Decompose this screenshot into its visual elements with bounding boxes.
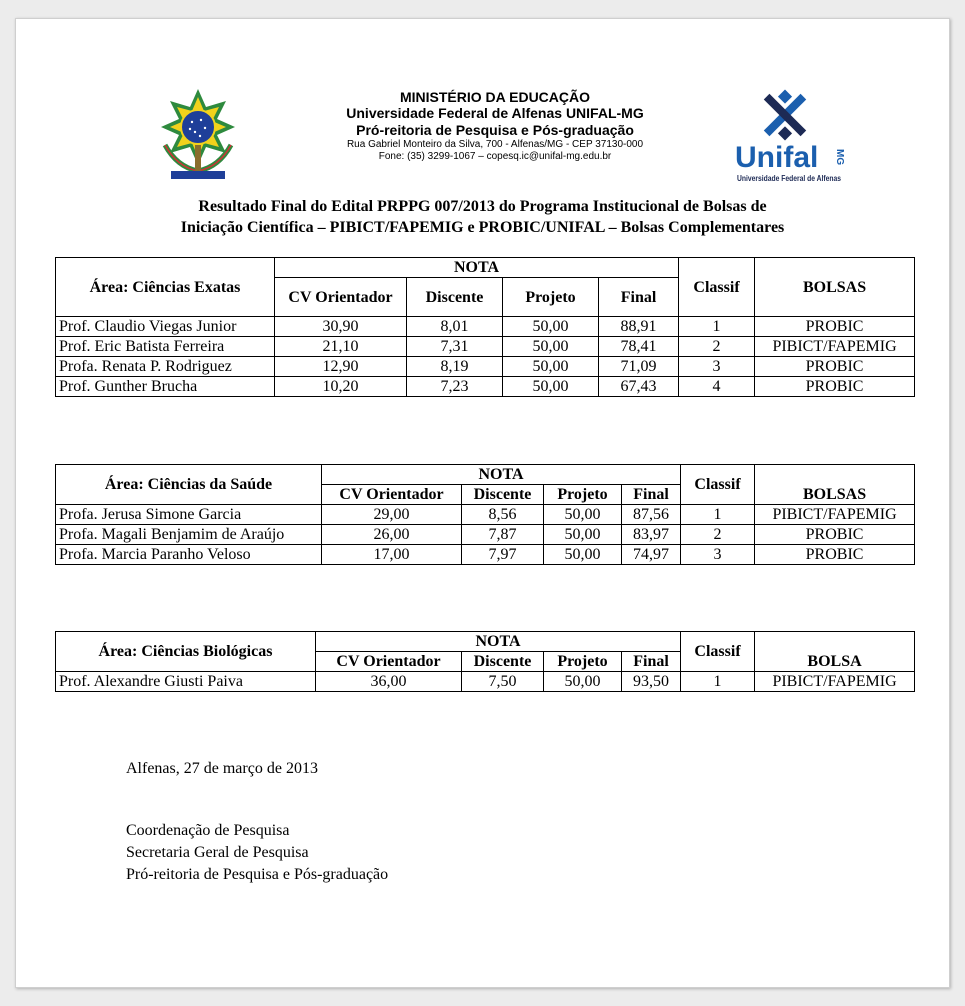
university-name: Universidade Federal de Alfenas UNIFAL-MG xyxy=(346,105,644,121)
professor-name: Profa. Magali Benjamim de Araújo xyxy=(56,525,322,545)
bolsa-value: PIBICT/FAPEMIG xyxy=(755,672,915,692)
signature-line-1: Coordenação de Pesquisa xyxy=(126,822,290,839)
classif-header: Classif xyxy=(681,632,755,672)
signature-block xyxy=(126,820,388,886)
projeto-score: 50,00 xyxy=(503,337,599,357)
table-row xyxy=(56,337,915,357)
bolsa-header: BOLSA xyxy=(755,652,915,672)
cv-score: 29,00 xyxy=(322,505,462,525)
classif-value: 2 xyxy=(679,337,755,357)
projeto-score: 50,00 xyxy=(503,377,599,397)
cv-score: 26,00 xyxy=(322,525,462,545)
professor-name: Prof. Eric Batista Ferreira xyxy=(56,337,275,357)
institution-header xyxy=(278,89,712,163)
cv-score: 10,20 xyxy=(275,377,407,397)
projeto-score: 50,00 xyxy=(544,505,622,525)
bolsa-value: PROBIC xyxy=(755,357,915,377)
final-score: 83,97 xyxy=(622,525,681,545)
final-score: 74,97 xyxy=(622,545,681,565)
discente-score: 7,31 xyxy=(407,337,503,357)
results-table-biologicas xyxy=(55,631,915,692)
projeto-header: Projeto xyxy=(503,278,599,317)
cv-orientador-header: CV Orientador xyxy=(316,652,462,672)
document-page xyxy=(15,18,950,988)
cv-orientador-header: CV Orientador xyxy=(275,278,407,317)
projeto-score: 50,00 xyxy=(503,357,599,377)
document-date: Alfenas, 27 de março de 2013 xyxy=(126,760,318,777)
final-score: 78,41 xyxy=(599,337,679,357)
nota-header: NOTA xyxy=(316,632,681,652)
cv-score: 12,90 xyxy=(275,357,407,377)
discente-score: 7,97 xyxy=(462,545,544,565)
table-row xyxy=(56,525,915,545)
department-name: Pró-reitoria de Pesquisa e Pós-graduação xyxy=(356,122,634,138)
bolsas-header: BOLSAS xyxy=(755,278,915,317)
bolsa-value: PROBIC xyxy=(755,377,915,397)
classif-value: 1 xyxy=(679,317,755,337)
discente-score: 8,01 xyxy=(407,317,503,337)
final-score: 93,50 xyxy=(622,672,681,692)
cv-score: 17,00 xyxy=(322,545,462,565)
unifal-logo xyxy=(733,85,845,189)
table-row xyxy=(56,545,915,565)
area-header: Área: Ciências Biológicas xyxy=(56,632,316,672)
address-line: Rua Gabriel Monteiro da Silva, 700 - Alfenas/MG - CEP 37130-000 xyxy=(346,139,644,150)
projeto-header: Projeto xyxy=(544,652,622,672)
bolsa-header-blank xyxy=(755,632,915,652)
cv-orientador-header: CV Orientador xyxy=(322,485,462,505)
final-score: 71,09 xyxy=(599,357,679,377)
professor-name: Profa. Renata P. Rodriguez xyxy=(56,357,275,377)
area-header: Área: Ciências da Saúde xyxy=(56,465,322,505)
final-header: Final xyxy=(622,652,681,672)
bolsa-value: PIBICT/FAPEMIG xyxy=(755,505,915,525)
final-score: 67,43 xyxy=(599,377,679,397)
projeto-score: 50,00 xyxy=(544,525,622,545)
final-score: 88,91 xyxy=(599,317,679,337)
logo-tagline: Universidade Federal de Alfenas xyxy=(737,174,842,183)
area-header: Área: Ciências Exatas xyxy=(56,258,275,317)
classif-value: 1 xyxy=(681,672,755,692)
logo-wordmark: Unifal xyxy=(735,141,819,174)
contact-line: Fone: (35) 3299-1067 – copesq.ic@unifal-mg.edu.br xyxy=(378,151,612,162)
coat-of-arms-icon xyxy=(157,87,239,183)
discente-header: Discente xyxy=(462,652,544,672)
bolsa-value: PROBIC xyxy=(755,545,915,565)
table-row xyxy=(56,505,915,525)
cv-score: 30,90 xyxy=(275,317,407,337)
table-row xyxy=(56,317,915,337)
classif-value: 2 xyxy=(681,525,755,545)
bolsa-value: PROBIC xyxy=(755,317,915,337)
professor-name: Prof. Gunther Brucha xyxy=(56,377,275,397)
title-line-2: Iniciação Científica – PIBICT/FAPEMIG e PROBIC/UNIFAL – Bolsas Complementares xyxy=(180,219,785,236)
classif-header: Classif xyxy=(681,465,755,505)
bolsa-value: PROBIC xyxy=(755,525,915,545)
nota-header: NOTA xyxy=(275,258,679,278)
projeto-score: 50,00 xyxy=(544,672,622,692)
cv-score: 21,10 xyxy=(275,337,407,357)
results-table-saude xyxy=(55,464,915,565)
classif-value: 4 xyxy=(679,377,755,397)
discente-header: Discente xyxy=(407,278,503,317)
professor-name: Profa. Jerusa Simone Garcia xyxy=(56,505,322,525)
classif-value: 3 xyxy=(679,357,755,377)
bolsas-header-blank xyxy=(755,465,915,485)
projeto-score: 50,00 xyxy=(503,317,599,337)
professor-name: Profa. Marcia Paranho Veloso xyxy=(56,545,322,565)
results-table-exatas xyxy=(55,257,915,397)
discente-score: 7,23 xyxy=(407,377,503,397)
discente-header: Discente xyxy=(462,485,544,505)
discente-score: 7,87 xyxy=(462,525,544,545)
logo-suffix: MG xyxy=(834,149,845,166)
bolsa-value: PIBICT/FAPEMIG xyxy=(755,337,915,357)
final-header: Final xyxy=(599,278,679,317)
professor-name: Prof. Claudio Viegas Junior xyxy=(56,317,275,337)
professor-name: Prof. Alexandre Giusti Paiva xyxy=(56,672,316,692)
table-row xyxy=(56,357,915,377)
projeto-score: 50,00 xyxy=(544,545,622,565)
signature-line-2: Secretaria Geral de Pesquisa xyxy=(126,844,309,861)
bolsas-header: BOLSAS xyxy=(755,485,915,505)
projeto-header: Projeto xyxy=(544,485,622,505)
document-title xyxy=(56,196,909,238)
classif-value: 1 xyxy=(681,505,755,525)
discente-score: 8,19 xyxy=(407,357,503,377)
nota-header: NOTA xyxy=(322,465,681,485)
title-line-1: Resultado Final do Edital PRPPG 007/2013 do Programa Institucional de Bolsas de xyxy=(198,198,767,215)
discente-score: 7,50 xyxy=(462,672,544,692)
final-score: 87,56 xyxy=(622,505,681,525)
final-header: Final xyxy=(622,485,681,505)
classif-header: Classif xyxy=(679,258,755,317)
discente-score: 8,56 xyxy=(462,505,544,525)
bolsas-header-blank xyxy=(755,258,915,278)
table-row xyxy=(56,672,915,692)
ministry-name: MINISTÉRIO DA EDUCAÇÃO xyxy=(399,89,591,105)
cv-score: 36,00 xyxy=(316,672,462,692)
signature-line-3: Pró-reitoria de Pesquisa e Pós-graduação xyxy=(126,866,389,883)
classif-value: 3 xyxy=(681,545,755,565)
table-row xyxy=(56,377,915,397)
